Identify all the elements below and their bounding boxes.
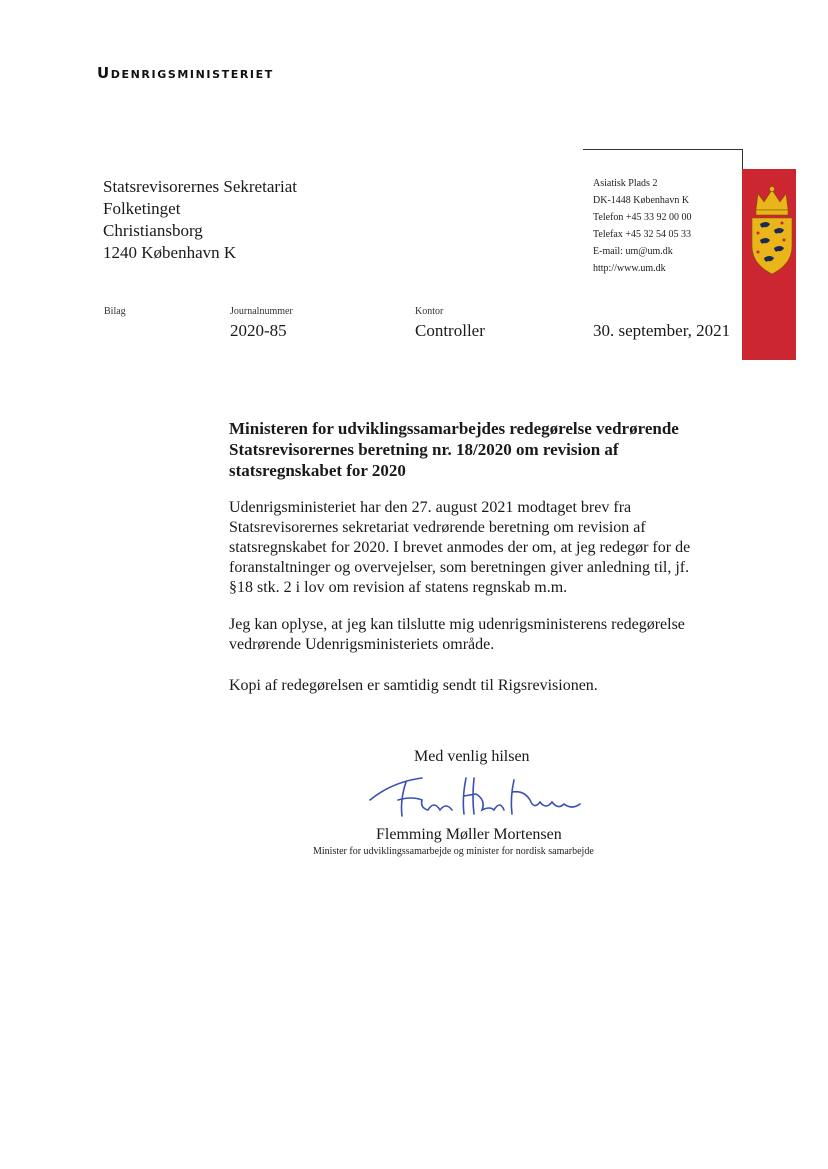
subject-line: Ministeren for udviklingssamarbejdes redegørelse vedrørende [229,419,679,438]
body-line: §18 stk. 2 i lov om revision af statens regnskab m.m. [229,579,568,596]
recipient-line: Statsrevisorernes Sekretariat [103,177,298,196]
contact-divider [583,149,743,150]
body-line: Statsrevisorernes sekretariat vedrørende beretning om revision af [229,519,646,536]
contact-line: http://www.um.dk [593,263,666,274]
body-paragraph-1 [229,498,729,598]
subject-line: Statsrevisorernes beretning nr. 18/2020 om revision af [229,440,619,459]
closing-greeting: Med venlig hilsen [414,748,530,765]
body-line: foranstaltninger og overvejelser, som beretningen giver anledning til, jf. [229,559,690,576]
bilag-label: Bilag [104,306,126,317]
contact-line: E-mail: um@um.dk [593,246,673,257]
kontor-label: Kontor [415,306,444,317]
sender-contact [593,175,692,277]
body-line: Jeg kan oplyse, at jeg kan tilslutte mig udenrigsministerens redegørelse [229,616,685,633]
body-line: statsregnskabet for 2020. I brevet anmodes der om, at jeg redegør for de [229,539,691,556]
contact-line: Telefax +45 32 54 05 33 [593,229,691,240]
ministry-title: Udenrigsministeriet [97,64,274,82]
body-paragraph-2 [229,615,729,655]
signer-name: Flemming Møller Mortensen [376,826,562,843]
journal-label: Journalnummer [230,306,293,317]
subject-heading [229,418,749,481]
signer-title: Minister for udviklingssamarbejde og minister for nordisk samarbejde [313,846,594,857]
body-line: vedrørende Udenrigsministeriets område. [229,636,495,653]
contact-line: DK-1448 København K [593,195,690,206]
letter-date: 30. september, 2021 [593,321,731,340]
kontor-value: Controller [415,321,485,340]
contact-line: Asiatisk Plads 2 [593,178,658,189]
royal-coat-of-arms-icon [748,184,796,280]
journal-value: 2020-85 [230,321,287,340]
recipient-line: Folketinget [103,199,181,218]
subject-line: statsregnskabet for 2020 [229,461,406,480]
body-line: Kopi af redegørelsen er samtidig sendt til Rigsrevisionen. [229,677,598,694]
recipient-line: 1240 København K [103,243,237,262]
contact-divider-vertical [742,149,743,169]
contact-line: Telefon +45 33 92 00 00 [593,212,692,223]
recipient-line: Christiansborg [103,221,203,240]
handwritten-signature [362,770,592,830]
recipient-address [103,176,297,264]
body-line: Udenrigsministeriet har den 27. august 2021 modtaget brev fra [229,499,632,516]
body-paragraph-3 [229,676,729,696]
